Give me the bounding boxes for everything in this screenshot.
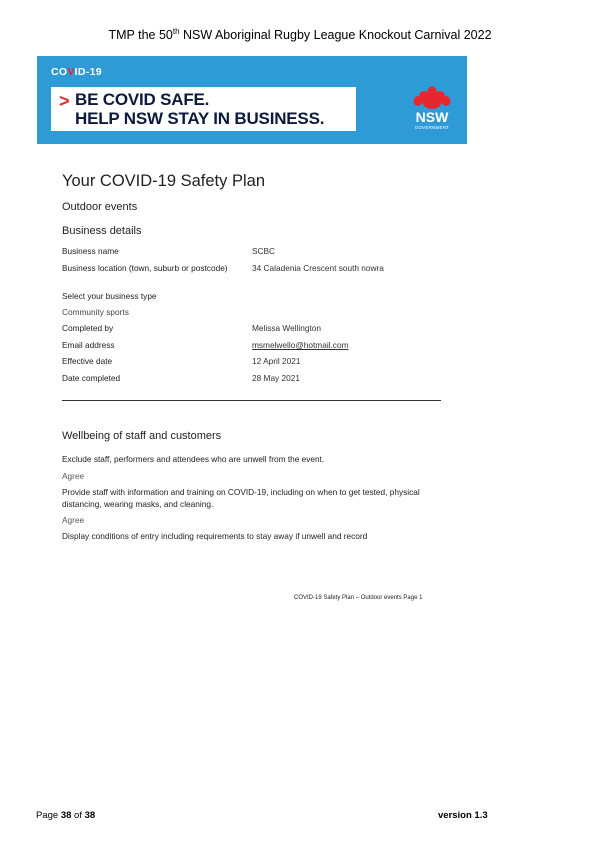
email-link[interactable]: msmelwello@hotmail.com — [252, 340, 349, 350]
plan-page-footer: COVID-19 Safety Plan – Outdoor events Page 1 — [294, 595, 423, 601]
business-details-heading: Business details — [62, 225, 142, 237]
nsw-wordmark: NSW — [415, 109, 449, 125]
header-title-start: TMP the 50 — [108, 28, 173, 43]
effective-date-value: 12 April 2021 — [252, 356, 301, 366]
effective-date-label: Effective date — [62, 356, 113, 366]
covid-19-label — [51, 66, 102, 78]
slogan-arrow-icon: > — [59, 91, 70, 111]
page-prefix: Page — [36, 810, 61, 821]
business-type-value: Community sports — [62, 307, 129, 317]
plan-subtitle: Outdoor events — [62, 201, 138, 213]
page-number — [36, 810, 95, 821]
business-location-value: 34 Caladenia Crescent south nowra — [252, 263, 384, 273]
slogan-line-1: BE COVID SAFE. — [75, 90, 210, 109]
header-title-end: NSW Aboriginal Rugby League Knockout Carnival 2022 — [179, 28, 492, 43]
requirement-conditions-of-entry: Display conditions of entry including requirements to stay away if unwell and record — [62, 531, 368, 541]
covid-safe-banner — [37, 56, 467, 144]
requirement-exclude-unwell: Exclude staff, performers and attendees who are unwell from the event. — [62, 454, 325, 464]
version-label: version 1.3 — [438, 810, 488, 821]
section-divider — [62, 400, 441, 401]
business-name-value: SCBC — [252, 246, 276, 256]
nsw-government-logo — [409, 86, 455, 136]
requirement-staff-training: Provide staff with information and training on COVID-19, including on when to get tested, physical distancing, wearing masks, and cleaning. — [62, 487, 420, 509]
response-exclude-unwell: Agree — [62, 471, 85, 481]
government-wordmark: GOVERNMENT — [414, 125, 450, 130]
response-staff-training: Agree — [62, 515, 85, 525]
document-header — [0, 27, 600, 42]
date-completed-label: Date completed — [62, 373, 121, 383]
plan-title: Your COVID-19 Safety Plan — [62, 172, 265, 190]
business-type-label: Select your business type — [62, 291, 157, 301]
page-of: of — [71, 810, 85, 821]
page-total: 38 — [84, 810, 96, 821]
waratah-icon — [412, 86, 452, 110]
date-completed-value: 28 May 2021 — [252, 373, 300, 383]
page-current: 38 — [60, 810, 72, 821]
slogan-line-2: HELP NSW STAY IN BUSINESS. — [75, 109, 325, 128]
business-location-label: Business location (town, suburb or postcode) — [62, 263, 228, 273]
header-title-sup: th — [172, 27, 180, 36]
covid-label-part-a: CO — [51, 66, 68, 78]
email-label: Email address — [62, 340, 115, 350]
slogan-box — [51, 87, 356, 131]
covid-label-part-c: ID-19 — [74, 66, 102, 78]
completed-by-label: Completed by — [62, 323, 114, 333]
covid-label-part-b: V — [67, 66, 75, 78]
completed-by-value: Melissa Wellington — [252, 323, 322, 333]
business-name-label: Business name — [62, 246, 119, 256]
wellbeing-heading: Wellbeing of staff and customers — [62, 430, 222, 442]
